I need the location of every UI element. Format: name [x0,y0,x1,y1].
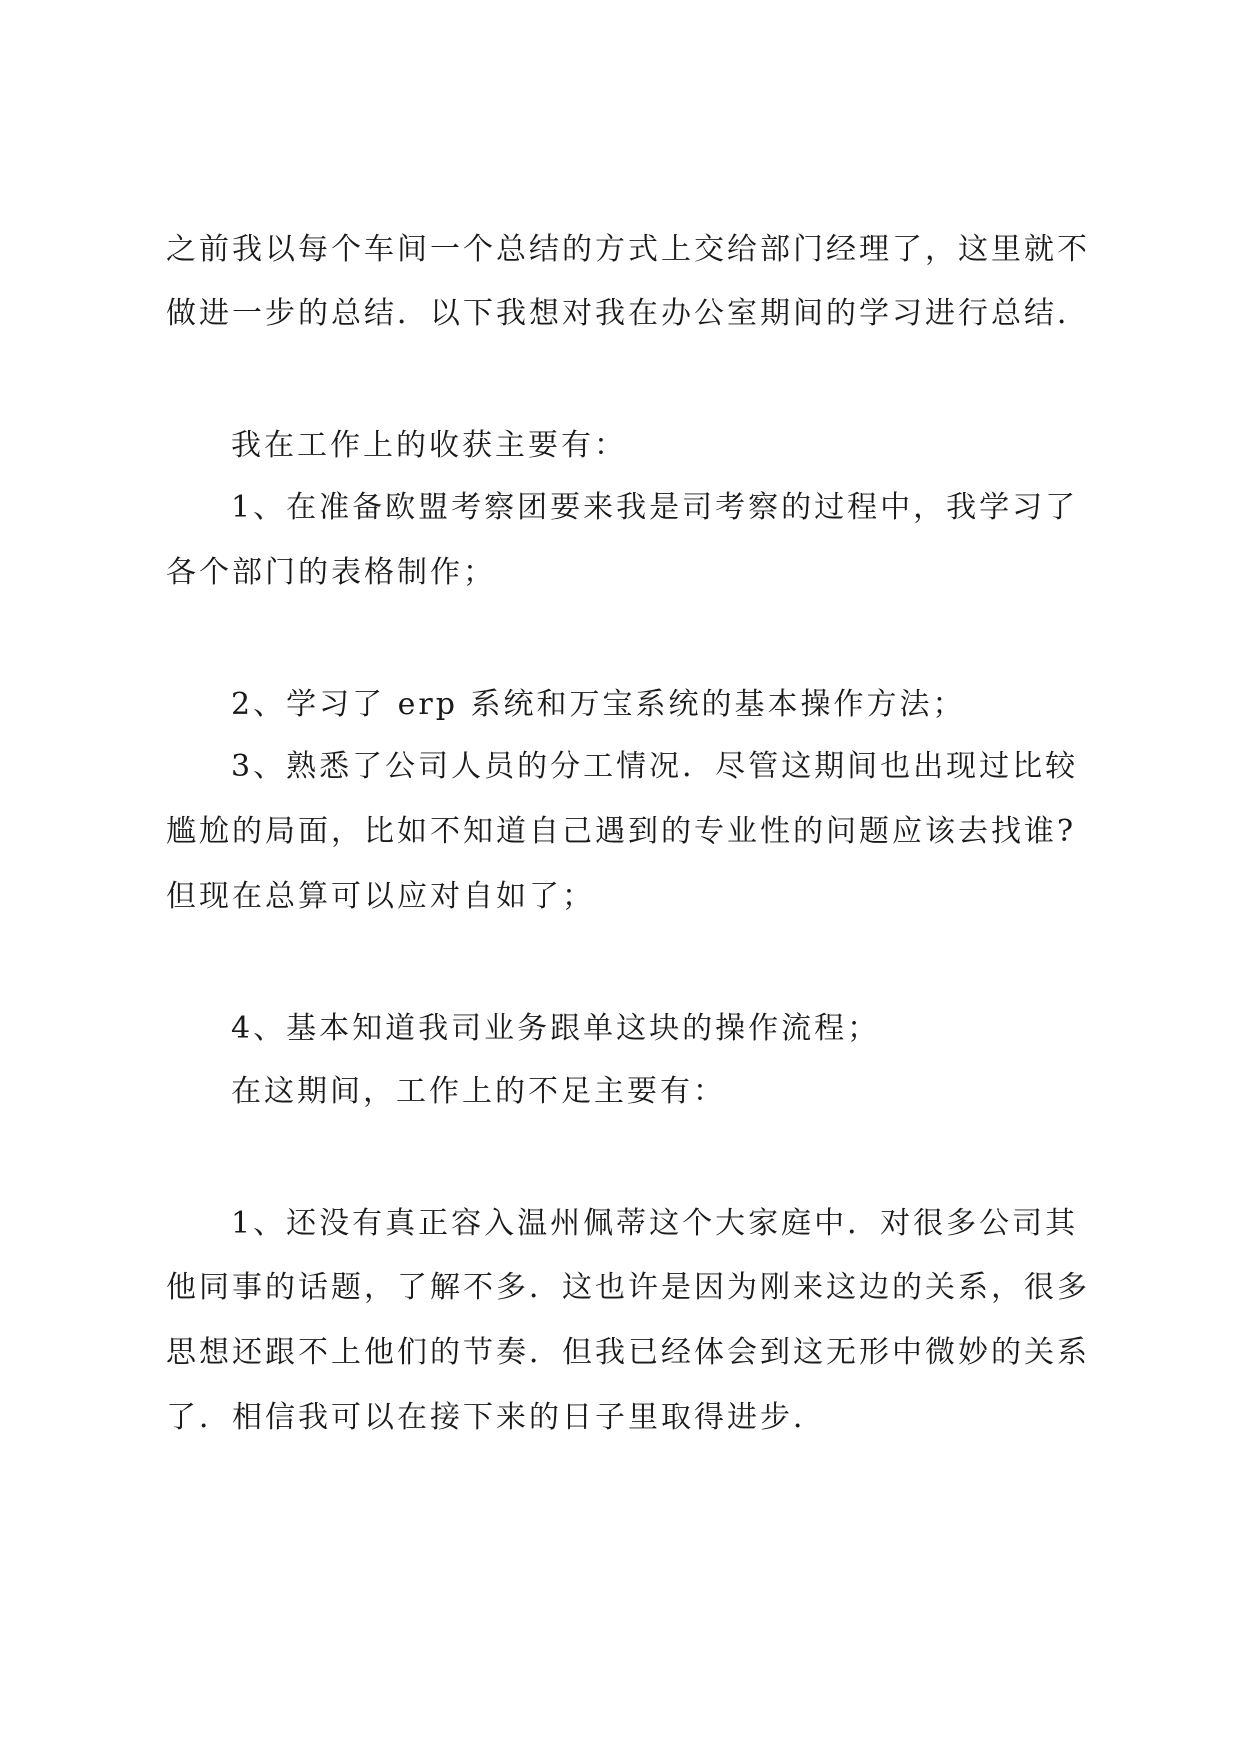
paragraph-1-line-2: 做进一步的总结．以下我想对我在办公室期间的学习进行总结． [166,296,1090,331]
gain-item-3-line-3: 但现在总算可以应对自如了； [166,879,595,914]
paragraph-1-line-1: 之前我以每个车间一个总结的方式上交给部门经理了，这里就不 [166,232,1090,267]
gain-item-1-line-2: 各个部门的表格制作； [166,555,496,590]
gain-item-3-line-1: 3、熟悉了公司人员的分工情况．尽管这期间也出现过比较 [231,749,1079,784]
gain-item-1-line-1: 1、在准备欧盟考察团要来我是司考察的过程中，我学习了 [231,490,1079,525]
shortcomings-heading: 在这期间，工作上的不足主要有： [231,1074,726,1109]
gain-item-4: 4、基本知道我司业务跟单这块的操作流程； [231,1011,881,1046]
shortcoming-item-1-line-4: 了．相信我可以在接下来的日子里取得进步． [166,1400,826,1435]
shortcoming-item-1-line-3: 思想还跟不上他们的节奏．但我已经体会到这无形中微妙的关系 [166,1335,1090,1370]
gains-heading: 我在工作上的收获主要有： [231,428,627,463]
shortcoming-item-1-line-2: 他同事的话题，了解不多．这也许是因为刚来这边的关系，很多 [166,1270,1090,1305]
gain-item-3-line-2: 尴尬的局面，比如不知道自己遇到的专业性的问题应该去找谁? [166,814,1077,849]
shortcoming-item-1-line-1: 1、还没有真正容入温州佩蒂这个大家庭中．对很多公司其 [231,1206,1079,1241]
gain-item-2: 2、学习了 erp 系统和万宝系统的基本操作方法； [231,687,966,722]
